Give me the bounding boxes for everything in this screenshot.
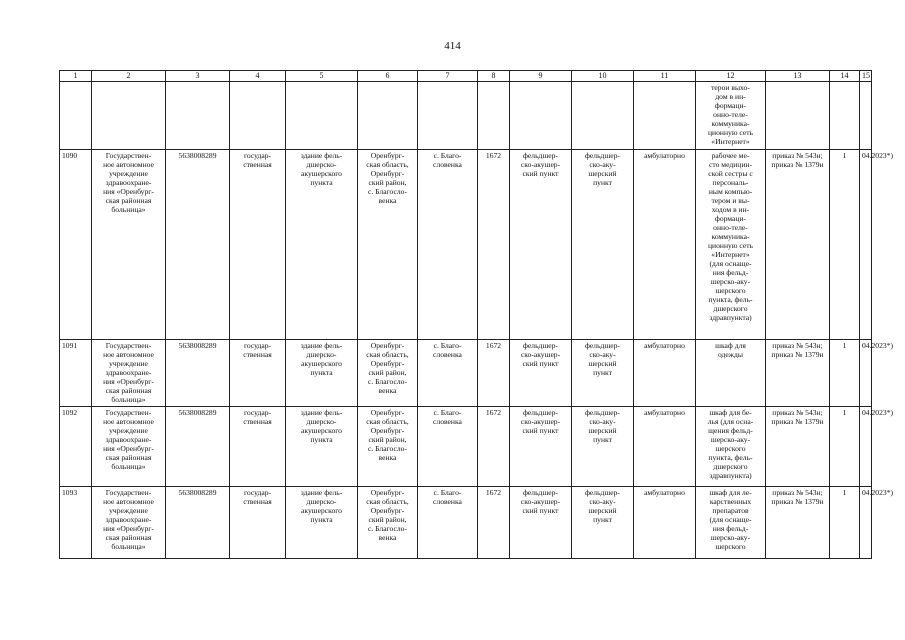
date-cell: 04.2023*) <box>860 340 872 407</box>
table-cell <box>418 82 478 150</box>
header-cell: 1 <box>60 71 92 82</box>
equipment-cell: шкаф для ле- карственных препаратов (для оснаще- ния фельд- шерско-аку- шерского <box>696 487 766 559</box>
address-cell: Оренбург- ская область, Оренбург- ский район, с. Благосло- венка <box>358 150 418 340</box>
header-cell: 8 <box>478 71 510 82</box>
unit-cell: фельдшер- ско-акушер- ский пункт <box>510 407 572 487</box>
unit-type-cell: фельдшер- ско-аку- шерский пункт <box>572 340 634 407</box>
equipment-table <box>59 70 894 559</box>
orders-cell: приказ № 543н; приказ № 1379н <box>766 150 830 340</box>
inn-cell: 5638008289 <box>166 407 230 487</box>
quantity-cell: 1 <box>830 340 860 407</box>
row-number-cell: 1092 <box>60 407 92 487</box>
row-number-cell: 1093 <box>60 487 92 559</box>
table-cell <box>572 82 634 150</box>
row-number-cell: 1091 <box>60 340 92 407</box>
header-cell: 9 <box>510 71 572 82</box>
care-cell: амбулаторно <box>634 340 696 407</box>
ownership-cell: государ- ственная <box>230 150 286 340</box>
inn-cell: 5638008289 <box>166 150 230 340</box>
page-number: 414 <box>444 40 461 52</box>
table-cell <box>358 82 418 150</box>
ownership-cell: государ- ственная <box>230 340 286 407</box>
header-cell: 5 <box>286 71 358 82</box>
organization-cell: Государствен- ное автономное учреждение здравоохране- ния «Оренбург- ская районная больница» <box>92 407 166 487</box>
header-cell: 14 <box>830 71 860 82</box>
address-cell: Оренбург- ская область, Оренбург- ский район, с. Благосло- венка <box>358 340 418 407</box>
settlement-cell: с. Благо- словенка <box>418 150 478 340</box>
organization-cell: Государствен- ное автономное учреждение здравоохране- ния «Оренбург- ская районная больница» <box>92 340 166 407</box>
table-row <box>60 407 872 487</box>
header-cell: 12 <box>696 71 766 82</box>
table-cell <box>510 82 572 150</box>
row-number-cell: 1090 <box>60 150 92 340</box>
continuation-equipment-cell: терои выхо- дом в ин- формаци- онно-теле- коммуника- ционную сеть «Интернет» <box>696 82 766 150</box>
table-cell <box>60 82 92 150</box>
orders-cell: приказ № 543н; приказ № 1379н <box>766 340 830 407</box>
settlement-cell: с. Благо- словенка <box>418 407 478 487</box>
unit-type-cell: фельдшер- ско-аку- шерский пункт <box>572 487 634 559</box>
table-cell <box>766 82 830 150</box>
orders-cell: приказ № 543н; приказ № 1379н <box>766 407 830 487</box>
ownership-cell: государ- ственная <box>230 407 286 487</box>
unit-cell: фельдшер- ско-акушер- ский пункт <box>510 487 572 559</box>
care-cell: амбулаторно <box>634 487 696 559</box>
building-cell: здание фель- дшерско- акушерского пункта <box>286 487 358 559</box>
equipment-cell: рабочее ме- сто медицин- ской сестры с персональ- ным компью- тером и вы- ходом в ин- формаци- онно-теле- коммуника- ционную сеть «Интернет» (для оснаще- ния фельд- шерско-аку- шерского пункта, фель- дшерского здравпункта) <box>696 150 766 340</box>
unit-cell: фельдшер- ско-акушер- ский пункт <box>510 340 572 407</box>
table-cell <box>92 82 166 150</box>
date-cell: 04.2023*) <box>860 487 872 559</box>
table-cell <box>830 82 860 150</box>
date-cell: 04.2023*) <box>860 407 872 487</box>
table-cell <box>478 82 510 150</box>
unit-type-cell: фельдшер- ско-аку- шерский пункт <box>572 407 634 487</box>
quantity-cell: 1 <box>830 487 860 559</box>
unit-type-cell: фельдшер- ско-аку- шерский пункт <box>572 150 634 340</box>
equipment-cell: шкаф для бе- лья (для осна- щения фельд- шерско-аку- шерского пункта, фель- дшерского здравпункта) <box>696 407 766 487</box>
quantity-cell: 1 <box>830 407 860 487</box>
building-cell: здание фель- дшерско- акушерского пункта <box>286 150 358 340</box>
population-cell: 1672 <box>478 150 510 340</box>
inn-cell: 5638008289 <box>166 340 230 407</box>
quantity-cell: 1 <box>830 150 860 340</box>
table-row <box>60 487 872 559</box>
population-cell: 1672 <box>478 340 510 407</box>
table-row <box>60 340 872 407</box>
header-cell: 15 <box>860 71 872 82</box>
building-cell: здание фель- дшерско- акушерского пункта <box>286 340 358 407</box>
organization-cell: Государствен- ное автономное учреждение здравоохране- ния «Оренбург- ская районная больница» <box>92 150 166 340</box>
care-cell: амбулаторно <box>634 407 696 487</box>
date-cell: 04.2023*) <box>860 150 872 340</box>
continuation-row <box>60 82 872 150</box>
population-cell: 1672 <box>478 487 510 559</box>
address-cell: Оренбург- ская область, Оренбург- ский район, с. Благосло- венка <box>358 407 418 487</box>
header-cell: 6 <box>358 71 418 82</box>
ownership-cell: государ- ственная <box>230 487 286 559</box>
settlement-cell: с. Благо- словенка <box>418 340 478 407</box>
header-cell: 10 <box>572 71 634 82</box>
header-cell: 11 <box>634 71 696 82</box>
column-number-row <box>60 71 872 82</box>
organization-cell: Государствен- ное автономное учреждение здравоохране- ния «Оренбург- ская районная больница» <box>92 487 166 559</box>
population-cell: 1672 <box>478 407 510 487</box>
settlement-cell: с. Благо- словенка <box>418 487 478 559</box>
header-cell: 2 <box>92 71 166 82</box>
orders-cell: приказ № 543н; приказ № 1379н <box>766 487 830 559</box>
table-cell <box>230 82 286 150</box>
unit-cell: фельдшер- ско-акушер- ский пункт <box>510 150 572 340</box>
table-cell <box>166 82 230 150</box>
header-cell: 7 <box>418 71 478 82</box>
address-cell: Оренбург- ская область, Оренбург- ский район, с. Благосло- венка <box>358 487 418 559</box>
header-cell: 13 <box>766 71 830 82</box>
care-cell: амбулаторно <box>634 150 696 340</box>
table-row <box>60 150 872 340</box>
header-cell: 4 <box>230 71 286 82</box>
header-cell: 3 <box>166 71 230 82</box>
table-cell <box>860 82 872 150</box>
table-cell <box>286 82 358 150</box>
table-cell <box>634 82 696 150</box>
building-cell: здание фель- дшерско- акушерского пункта <box>286 407 358 487</box>
equipment-cell: шкаф для одежды <box>696 340 766 407</box>
inn-cell: 5638008289 <box>166 487 230 559</box>
